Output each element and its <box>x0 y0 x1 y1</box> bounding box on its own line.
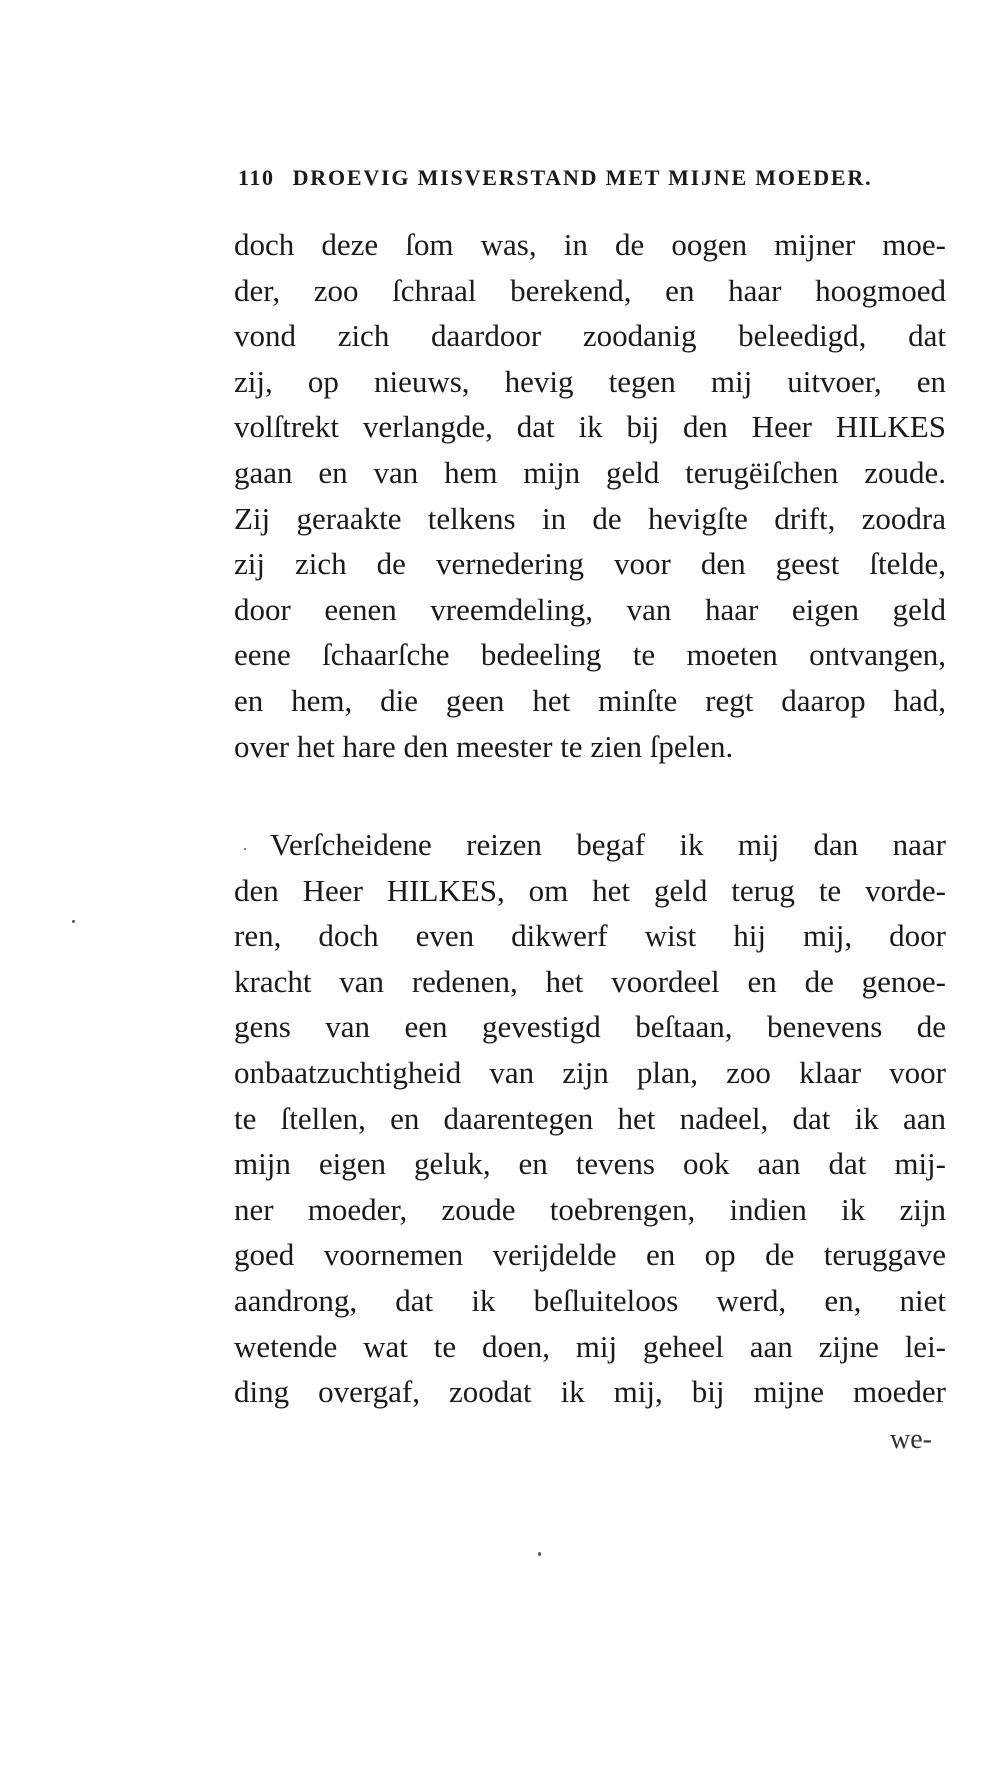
running-head-title: DROEVIG MISVERSTAND MET MIJNE MOEDER. <box>292 165 873 190</box>
text-line: den Heer HILKES, om het geld terug te vorde- <box>234 872 946 908</box>
text-line: en hem, die geen het minſte regt daarop had, <box>234 682 946 718</box>
running-head <box>238 165 948 191</box>
text-line: gaan en van hem mijn geld terugëiſchen zoude. <box>234 454 946 490</box>
text-line: goed voornemen verijdelde en op de teruggave <box>234 1237 946 1273</box>
paragraph-2 <box>234 822 946 1415</box>
text-line: eene ſchaarſche bedeeling te moeten ontvangen, <box>234 637 946 673</box>
text-line: wetende wat te doen, mij geheel aan zijne lei- <box>234 1328 946 1364</box>
text-line: der, zoo ſchraal berekend, en haar hoogmoed <box>234 272 946 308</box>
text-line: ren, doch even dikwerf wist hij mij, door <box>234 918 946 954</box>
text-line: te ſtellen, en daarentegen het nadeel, dat ik aan <box>234 1100 946 1136</box>
text-line: ner moeder, zoude toebrengen, indien ik zijn <box>234 1191 946 1227</box>
text-line: volſtrekt verlangde, dat ik bij den Heer HILKES <box>234 409 946 445</box>
text-line: vond zich daardoor zoodanig beleedigd, dat <box>234 318 946 354</box>
text-line: mijn eigen geluk, en tevens ook aan dat mij- <box>234 1146 946 1182</box>
ink-speck <box>72 920 75 923</box>
text-line: doch deze ſom was, in de oogen mijner moe- <box>234 227 946 262</box>
text-line: zij, op nieuws, hevig tegen mij uitvoer, en <box>234 363 946 399</box>
text-line: aandrong, dat ik beſluiteloos werd, en, niet <box>234 1282 946 1318</box>
ink-speck <box>244 848 246 850</box>
text-line: over het hare den meester te zien ſpelen. <box>234 728 734 764</box>
text-line: Verſcheidene reizen begaf ik mij dan naar <box>270 827 946 862</box>
catchword: we- <box>890 1424 932 1455</box>
text-line: onbaatzuchtigheid van zijn plan, zoo klaar voor <box>234 1054 946 1090</box>
text-line: kracht van redenen, het voordeel en de genoe- <box>234 963 946 999</box>
paragraph-1 <box>234 222 946 769</box>
ink-speck <box>538 1552 541 1556</box>
text-line: Zij geraakte telkens in de hevigſte drift, zoodra <box>234 500 946 536</box>
text-line: zij zich de vernedering voor den geest ſtelde, <box>234 546 946 582</box>
page-number: 110 <box>238 165 275 190</box>
text-line: door eenen vreemdeling, van haar eigen geld <box>234 591 946 627</box>
text-line: ding overgaf, zoodat ik mij, bij mijne moeder <box>234 1374 946 1410</box>
text-line: gens van een gevestigd beſtaan, benevens de <box>234 1009 946 1045</box>
